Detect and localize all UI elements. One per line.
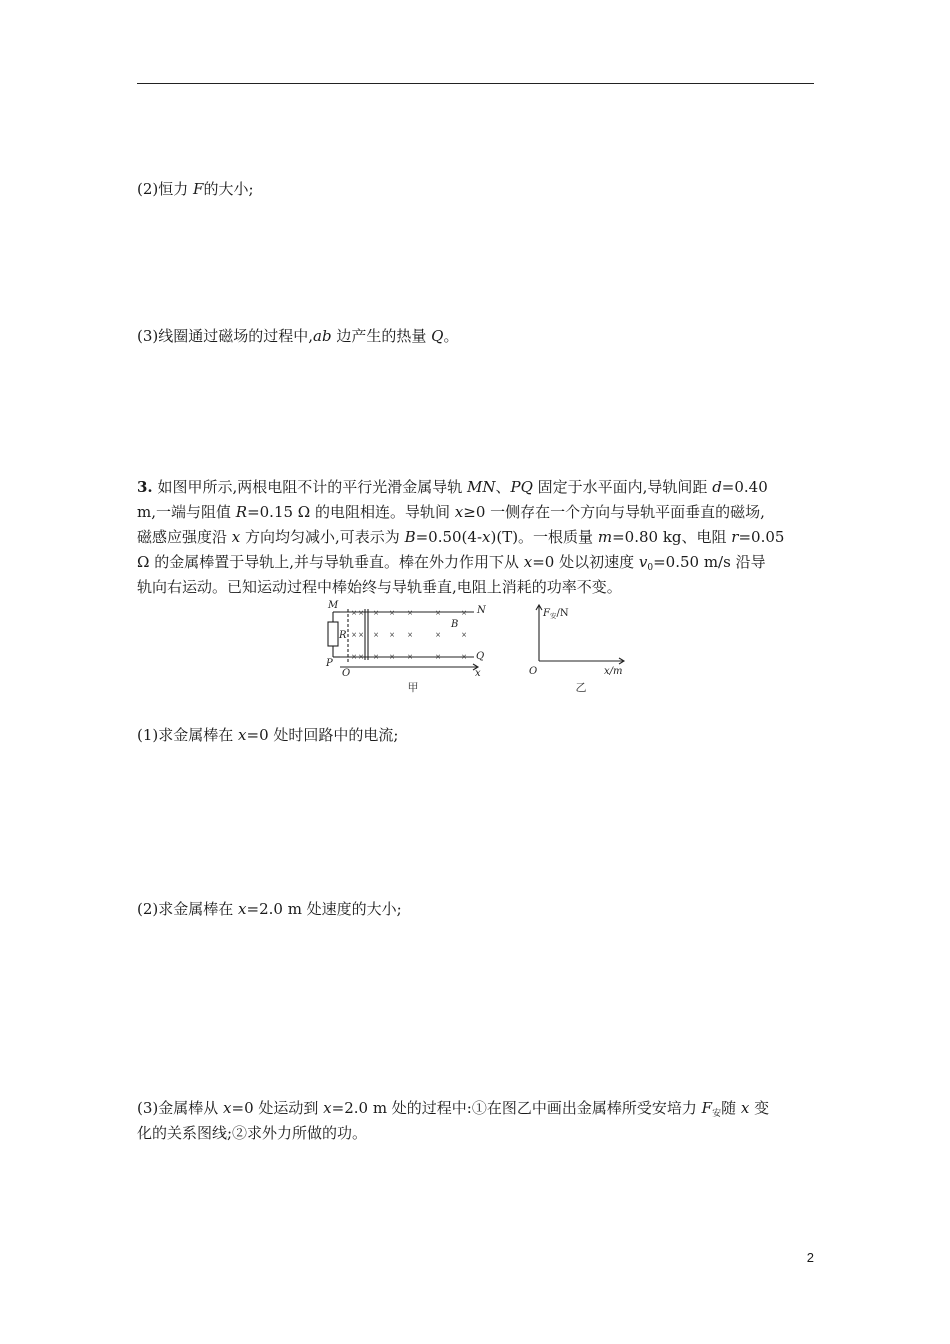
problem-3-line-4: Ω 的金属棒置于导轨上,并与导轨垂直。棒在外力作用下从 x=0 处以初速度 $v_0=0.50$ m/s 沿导 — [137, 553, 766, 573]
label-P: P — [326, 658, 333, 669]
resistor — [328, 622, 338, 646]
cross-mark: × — [435, 653, 441, 661]
header-rule — [137, 83, 814, 84]
cross-mark: × — [461, 631, 467, 639]
origin-label: O — [529, 666, 538, 677]
cross-mark: × — [351, 609, 357, 617]
cross-mark: × — [389, 653, 395, 661]
cross-mark: × — [407, 609, 413, 617]
label-B: B — [451, 619, 459, 630]
label-Q: Q — [476, 651, 485, 662]
cross-mark: × — [358, 631, 364, 639]
question-3-3-line-2: 化的关系图线;②求外力所做的功。 — [137, 1124, 368, 1142]
cross-mark: × — [407, 653, 413, 661]
label-x: x — [475, 668, 481, 679]
label-R: R — [339, 630, 347, 641]
question-3-2: (2)求金属棒在 x=2.0 m 处速度的大小; — [137, 900, 402, 918]
cross-mark: × — [351, 653, 357, 661]
figure-jia — [318, 597, 498, 695]
label-N: N — [477, 605, 486, 616]
problem-number: 3. — [137, 478, 153, 496]
cross-mark: × — [373, 609, 379, 617]
question-3-1: (1)求金属棒在 x=0 处时回路中的电流; — [137, 726, 399, 744]
cross-mark: × — [358, 653, 364, 661]
cross-mark: × — [358, 609, 364, 617]
cross-mark: × — [373, 653, 379, 661]
figure-yi — [524, 599, 632, 697]
cross-mark: × — [373, 631, 379, 639]
caption-jia: 甲 — [407, 681, 419, 694]
x-axis-label: x/m — [604, 666, 623, 677]
cross-mark: × — [435, 609, 441, 617]
problem-3-line-2: m,一端与阻值 R=0.15 Ω 的电阻相连。导轨间 x≥0 一侧存在一个方向与导轨平面垂直的磁场, — [137, 503, 765, 521]
problem-3-line-3: 磁感应强度沿 x 方向均匀减小,可表示为 B=0.50(4-x)(T)。一根质量 m=0.80 kg、电阻 r=0.05 — [137, 528, 785, 546]
problem-3-line-5: 轨向右运动。已知运动过程中棒始终与导轨垂直,电阻上消耗的功率不变。 — [137, 578, 622, 596]
cross-mark: × — [461, 609, 467, 617]
y-axis-label: $F_安/N$ — [543, 608, 569, 620]
question-2-2: (2)恒力 F的大小; — [137, 180, 254, 198]
label-O: O — [342, 668, 351, 679]
caption-yi: 乙 — [575, 681, 587, 694]
cross-mark: × — [389, 631, 395, 639]
cross-mark: × — [389, 609, 395, 617]
question-2-3: (3)线圈通过磁场的过程中,ab 边产生的热量 Q。 — [137, 327, 459, 345]
page-number: 2 — [806, 1250, 814, 1265]
cross-mark: × — [461, 653, 467, 661]
cross-mark: × — [435, 631, 441, 639]
problem-3-line-1: 3. 如图甲所示,两根电阻不计的平行光滑金属导轨 MN、PQ 固定于水平面内,导轨间距 d=0.40 — [137, 478, 768, 496]
label-M: M — [328, 600, 339, 611]
cross-mark: × — [351, 631, 357, 639]
cross-mark: × — [407, 631, 413, 639]
question-3-3-line-1: (3)金属棒从 x=0 处运动到 x=2.0 m 处的过程中:①在图乙中画出金属棒所受安培力 $F_安$随 x 变 — [137, 1099, 770, 1119]
